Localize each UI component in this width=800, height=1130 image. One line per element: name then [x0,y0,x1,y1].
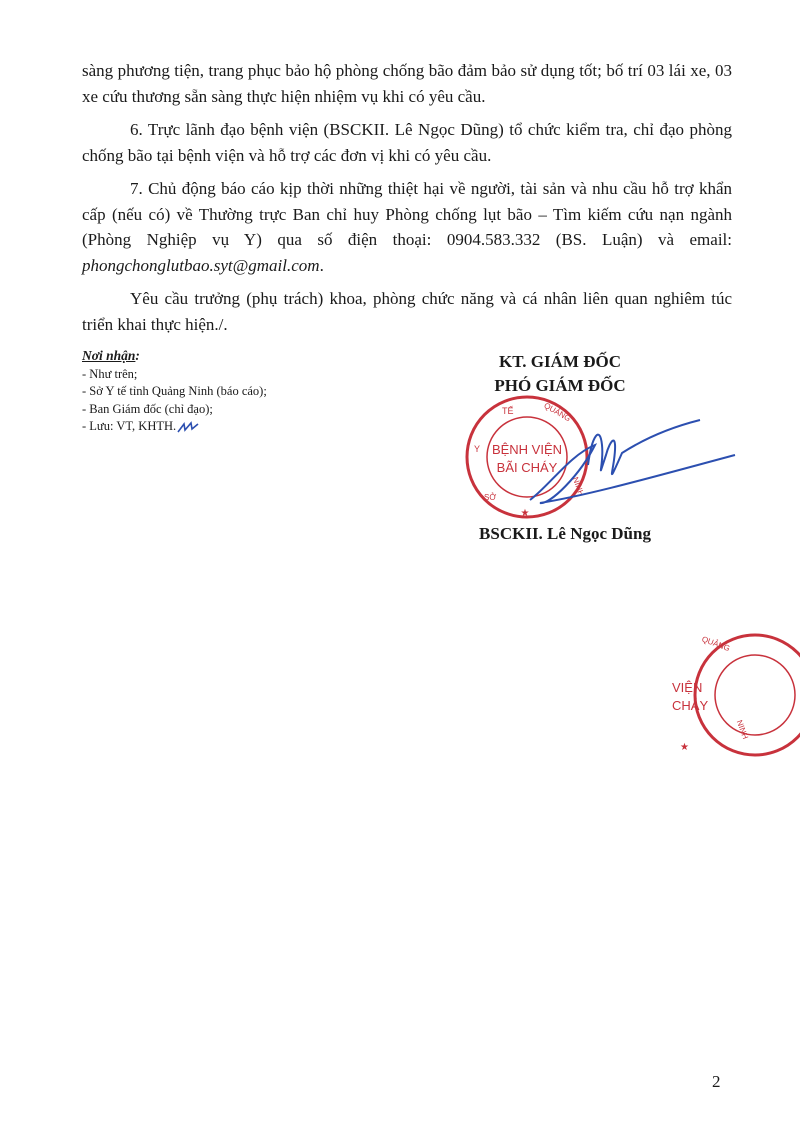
body-text [82,58,732,345]
recipient-item: - Sở Y tế tỉnh Quảng Ninh (báo cáo); [82,384,267,398]
partial-stamp-ring-right: NINH [734,718,750,741]
stamp-ring-right-2: NINH [570,475,586,498]
recipients-colon: : [135,348,140,363]
recipients-title: Nơi nhận [82,348,136,363]
partial-stamp-line-2: CHÁY [672,698,709,713]
stamp-ring-bottom: SỞ [484,493,497,502]
signature-title-block [440,350,680,398]
email-address: phongchonglutbao.syt@gmail.com [82,255,320,275]
recipient-item-text: - Lưu: VT, KHTH. [82,419,177,433]
partial-stamp-ring-top: QUẢNG [700,634,732,654]
recipient-item: - Như trên; [82,366,138,381]
stamp-ring-right: QUẢNG [542,400,573,424]
paragraph-7 [82,176,732,278]
recipient-item: - Ban Giám đốc (chỉ đạo); [82,401,213,416]
paragraph-final: Yêu cầu trưởng (phụ trách) khoa, phòng chức năng và cá nhân liên quan nghiêm túc triển khai thực hiện./. [82,289,732,334]
stamp-text-line-1: BỆNH VIỆN [491,442,563,457]
handwritten-signature [510,415,740,515]
partial-stamp-line-1: VIỆN [672,680,703,695]
page-number: 2 [712,1072,721,1091]
stamp-text-line-2: BÃI CHÁY [496,460,558,475]
paragraph-6: 6. Trực lãnh đạo bệnh viện (BSCKII. Lê Ngọc Dũng) tổ chức kiểm tra, chỉ đạo phòng chống bão tại bệnh viện và hỗ trợ các đơn vị khi có yêu cầu. [82,120,732,165]
initial-mark-icon [176,420,200,434]
stamp-star-icon: ★ [520,508,530,519]
paragraph-continuation: sàng phương tiện, trang phục bảo hộ phòng chống bão đảm bảo sử dụng tốt; bố trí 03 lái xe, 03 xe cứu thương sẵn sàng thực hiện nhiệm vụ khi có yêu cầu. [82,61,732,106]
paragraph-7-end: . [319,255,324,275]
stamp-ring-top: TẾ [502,406,514,416]
stamp-ring-left: Y [474,444,481,454]
signature-line-2: PHÓ GIÁM ĐỐC [494,376,626,395]
signature-line-1: KT. GIÁM ĐỐC [499,352,621,371]
paragraph-7-text: 7. Chủ động báo cáo kịp thời những thiệt hại về người, tài sản và nhu cầu hỗ trợ khẩn cấp (nếu có) về Thường trực Ban chỉ huy Phòng chống lụt bão – Tìm kiếm cứu nạn ngành (Phòng Nghiệp vụ Y) qua số điện thoại: 0904.583.332 (BS. Luận) và email: [82,179,732,249]
recipient-item-archive [82,418,412,436]
recipients-block [82,347,412,436]
recipients-title-line [82,347,412,366]
signer-name: BSCKII. Lê Ngọc Dũng [479,524,651,543]
partial-hospital-stamp [660,630,800,765]
partial-stamp-star-icon: ★ [680,742,689,753]
